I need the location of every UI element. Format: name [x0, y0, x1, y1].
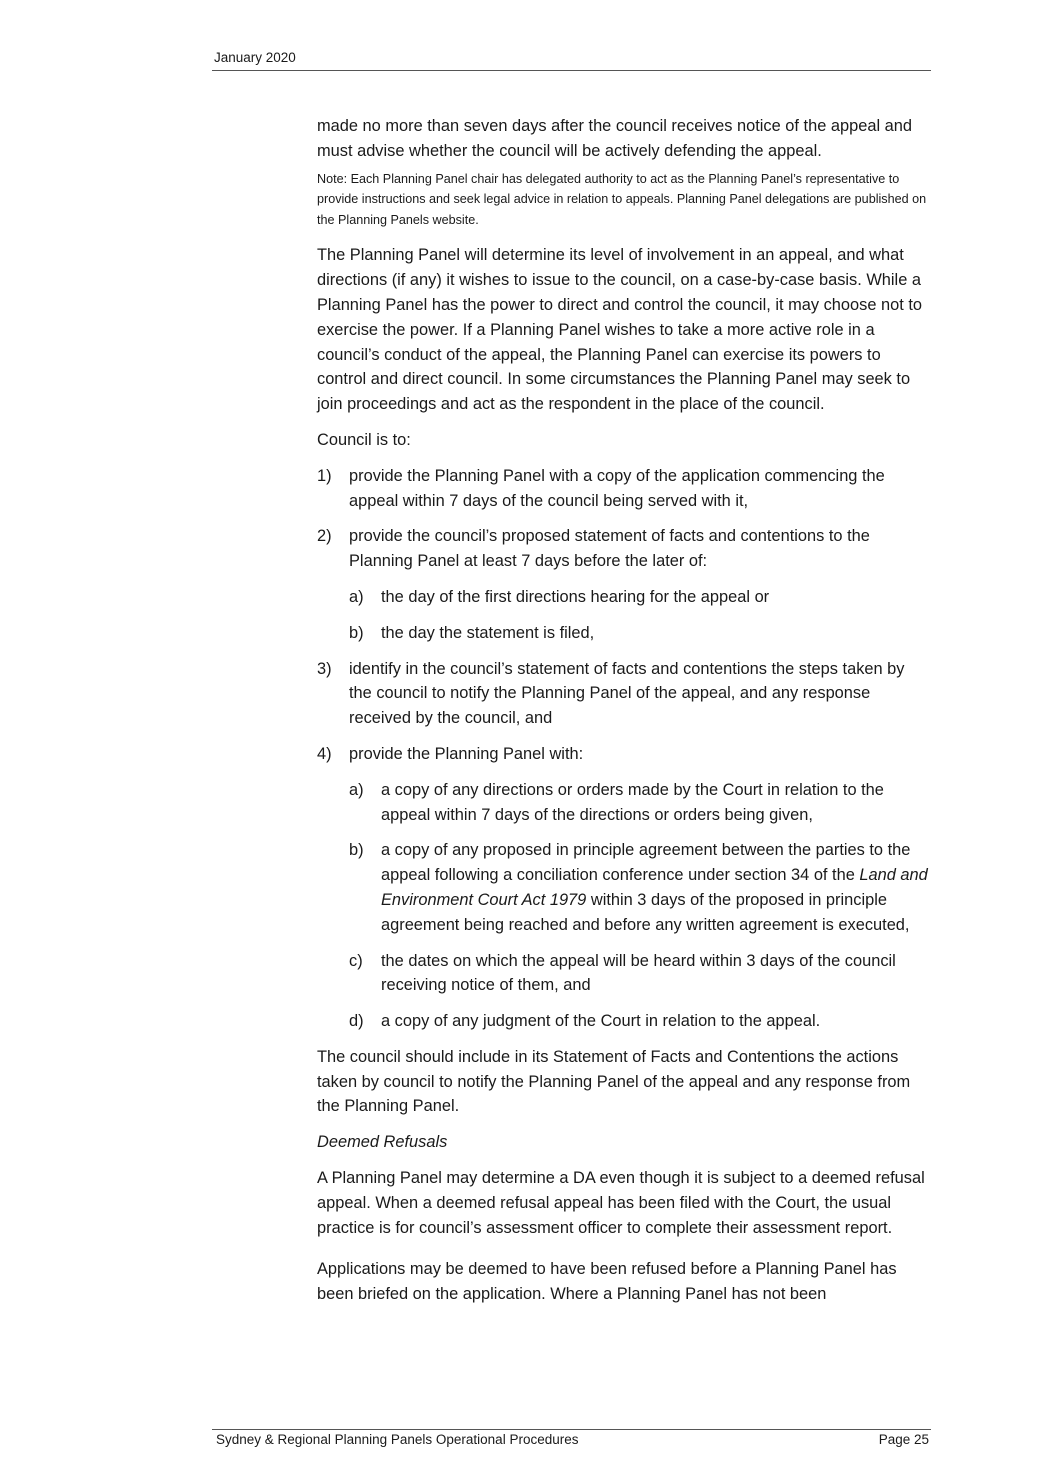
sub-list-letter: c) [349, 951, 363, 970]
list-number: 1) [317, 466, 332, 485]
sub-list-letter: a) [349, 587, 364, 606]
sub-list-text-pre: a copy of any proposed in principle agreement between the parties to the appeal following a conciliation conference under section 34 of the [381, 841, 911, 885]
list-item [317, 742, 929, 767]
deemed-refusals-heading: Deemed Refusals [317, 1133, 448, 1152]
intro-paragraph: made no more than seven days after the council receives notice of the appeal and must advise whether the council will be actively defending the appeal. [317, 117, 912, 160]
sub-list-item [349, 949, 929, 999]
council-is-to-label: Council is to: [317, 430, 411, 449]
list-text: provide the council’s proposed statement of facts and contentions to the Planning Panel at least 7 days before the later of: [349, 527, 870, 571]
sub-list-item [349, 621, 929, 646]
sub-list-text-post: within 3 days of the proposed in principle agreement being reached and before any written agreement is executed, [381, 890, 910, 934]
sub-list-text: the day of the first directions hearing for the appeal or [381, 587, 770, 606]
sub-list-item [349, 838, 929, 937]
list-text: provide the Planning Panel with: [349, 744, 584, 763]
sub-list-letter: b) [349, 623, 364, 642]
involvement-paragraph: The Planning Panel will determine its level of involvement in an appeal, and what directions (if any) it wishes to issue to the council, on a case-by-case basis. While a Planning Panel has the power to direct and control the council, it may choose not to exercise the power. If a Planning Panel wishes to take a more active role in a council’s conduct of the appeal, the Planning Panel can exercise its powers to control and direct council. In some circumstances the Planning Panel may seek to join proceedings and act as the respondent in the place of the council. [317, 246, 922, 414]
sub-list-text: a copy of any directions or orders made by the Court in relation to the appeal within 7 days of the directions or orders being given, [381, 780, 884, 824]
list-text: identify in the council’s statement of facts and contentions the steps taken by the council to notify the Planning Panel of the appeal, and any response received by the council, and [349, 659, 905, 728]
page-number: Page 25 [878, 1432, 929, 1447]
sub-list-item [349, 1009, 929, 1034]
sub-list-item [349, 778, 929, 828]
sub-list-text: the day the statement is filed, [381, 623, 595, 642]
list-number: 4) [317, 744, 332, 763]
header-date: January 2020 [214, 50, 296, 65]
list-item [317, 657, 929, 731]
list-number: 3) [317, 659, 332, 678]
list-item [317, 464, 929, 514]
sub-list-item [349, 585, 929, 610]
sub-list-text: the dates on which the appeal will be heard within 3 days of the council receiving notice of them, and [381, 951, 896, 995]
sub-list-letter: d) [349, 1012, 364, 1031]
applications-paragraph: Applications may be deemed to have been refused before a Planning Panel has been briefed on the application. Where a Planning Panel has not been [317, 1260, 897, 1304]
sub-list-letter: a) [349, 780, 364, 799]
list-item [317, 524, 929, 574]
deemed-refusal-paragraph: A Planning Panel may determine a DA even though it is subject to a deemed refusal appeal. When a deemed refusal appeal has been filed with the Court, the usual practice is for council’s assessment officer to complete their assessment report. [317, 1169, 925, 1237]
sub-list-letter: b) [349, 841, 364, 860]
footer-title: Sydney & Regional Planning Panels Operational Procedures [216, 1432, 579, 1447]
list-number: 2) [317, 527, 332, 546]
act-title: Land and Environment Court Act 1979 [381, 866, 928, 909]
page-body [317, 114, 929, 1307]
note-paragraph: Note: Each Planning Panel chair has delegated authority to act as the Planning Panel’s representative to provide instructions and seek legal advice in relation to appeals. Planning Panel delegations are published on the Planning Panels website. [317, 171, 927, 227]
sub-list-text [381, 838, 929, 937]
statement-paragraph: The council should include in its Statement of Facts and Contentions the actions taken by council to notify the Planning Panel of the appeal and any response from the Planning Panel. [317, 1047, 911, 1116]
footer-divider [212, 1429, 931, 1430]
sub-list-text: a copy of any judgment of the Court in relation to the appeal. [381, 1012, 821, 1031]
list-text: provide the Planning Panel with a copy of the application commencing the appeal within 7 days of the council being served with it, [349, 466, 885, 510]
header-divider [212, 70, 931, 71]
